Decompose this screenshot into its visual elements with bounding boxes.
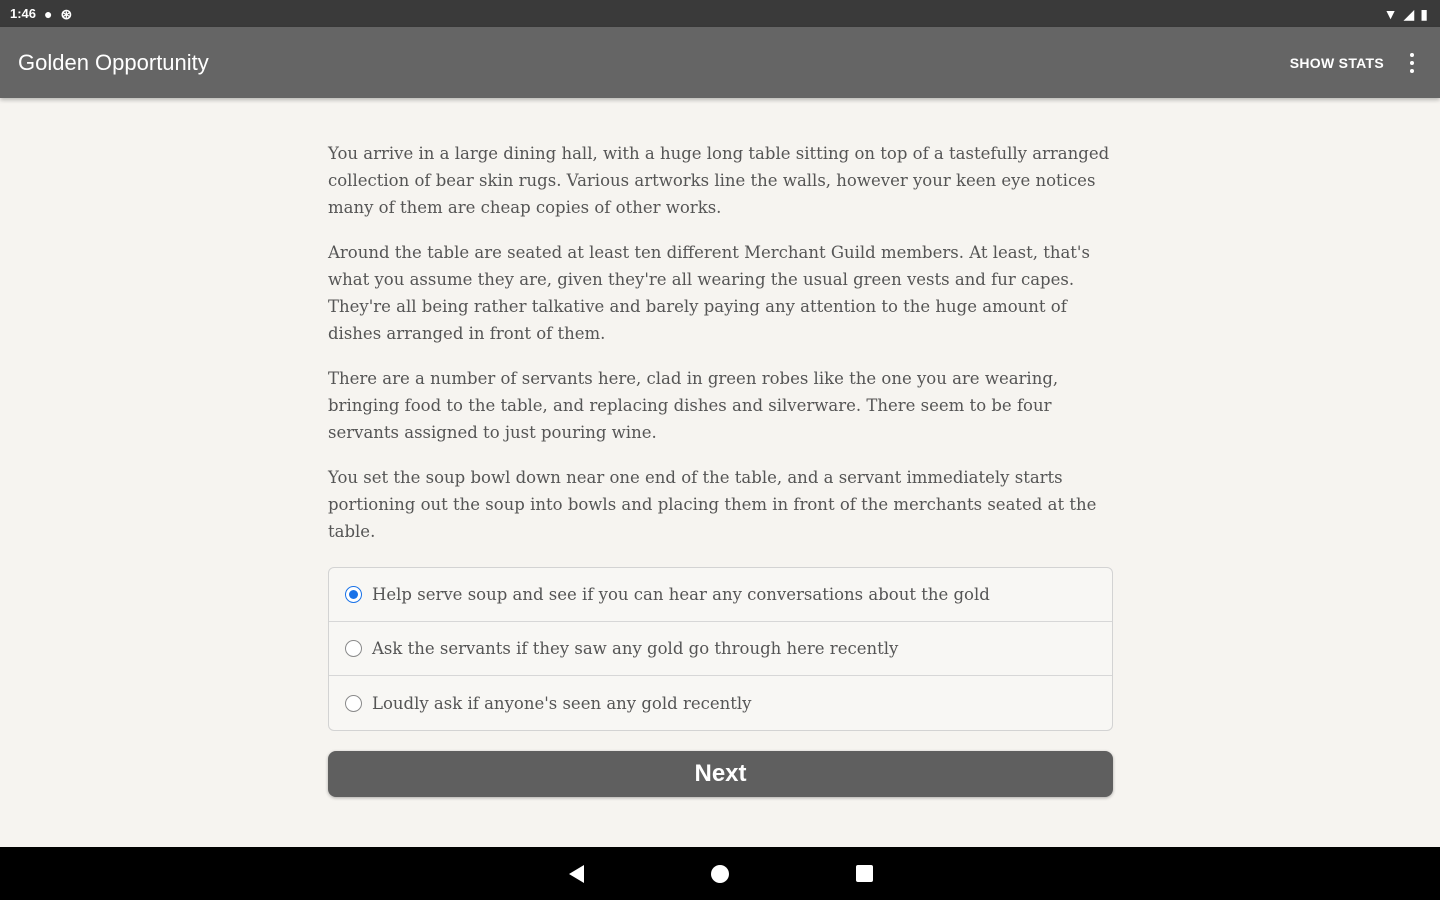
more-vert-icon[interactable] <box>1406 51 1418 75</box>
chat-bubble-icon: ● <box>44 5 53 22</box>
radio-button[interactable] <box>345 695 362 712</box>
battery-icon: ▮ <box>1420 5 1428 22</box>
story-paragraph: Around the table are seated at least ten different Merchant Guild members. At least, that's what you assume they are, given they're all wearing the usual green vests and fur capes. They're all being rather talkative and barely paying any attention to the huge amount of dishes arranged in front of them. <box>328 243 1090 343</box>
wifi-icon: ▼ <box>1383 5 1398 22</box>
choice-list <box>328 567 1113 731</box>
signal-icon: ◢ <box>1403 5 1415 22</box>
radio-button[interactable] <box>345 640 362 657</box>
radio-button-selected[interactable] <box>345 586 362 603</box>
navigation-bar <box>0 847 1440 900</box>
status-right <box>1384 7 1428 21</box>
back-icon <box>569 865 584 883</box>
sync-icon: ⊛ <box>60 5 73 22</box>
recents-icon <box>856 865 873 882</box>
choice-label: Ask the servants if they saw any gold go through here recently <box>372 639 899 658</box>
show-stats-button[interactable]: SHOW STATS <box>1289 54 1384 71</box>
choice-option-loudly-ask[interactable] <box>329 676 1112 730</box>
choice-label: Loudly ask if anyone's seen any gold recently <box>372 693 752 713</box>
back-button[interactable] <box>504 847 648 900</box>
recents-button[interactable] <box>792 847 936 900</box>
story-text <box>328 140 1113 545</box>
story-paragraph: You set the soup bowl down near one end of the table, and a servant immediately starts portioning out the soup into bowls and placing them in front of the merchants seated at the table. <box>328 468 1097 541</box>
story-paragraph: You arrive in a large dining hall, with a huge long table sitting on top of a tastefully arranged collection of bear skin rugs. Various artworks line the walls, however your keen eye notices many of them are cheap copies of other works. <box>328 144 1110 217</box>
choice-option-ask-servants[interactable] <box>329 622 1112 676</box>
app-title: Golden Opportunity <box>18 49 209 75</box>
app-bar-actions <box>1290 51 1418 75</box>
status-time: 1:46 <box>10 6 37 21</box>
home-button[interactable] <box>648 847 792 900</box>
story-content <box>328 140 1113 797</box>
status-bar <box>0 0 1440 27</box>
next-button[interactable]: Next <box>328 751 1113 797</box>
choice-label: Help serve soup and see if you can hear any conversations about the gold <box>372 585 990 604</box>
status-left <box>10 6 72 21</box>
home-icon <box>711 865 729 883</box>
app-bar <box>0 27 1440 98</box>
story-paragraph: There are a number of servants here, clad in green robes like the one you are wearing, bringing food to the table, and replacing dishes and silverware. There seem to be four servants assigned to just pouring wine. <box>328 369 1059 442</box>
choice-option-serve-soup[interactable] <box>329 568 1112 622</box>
